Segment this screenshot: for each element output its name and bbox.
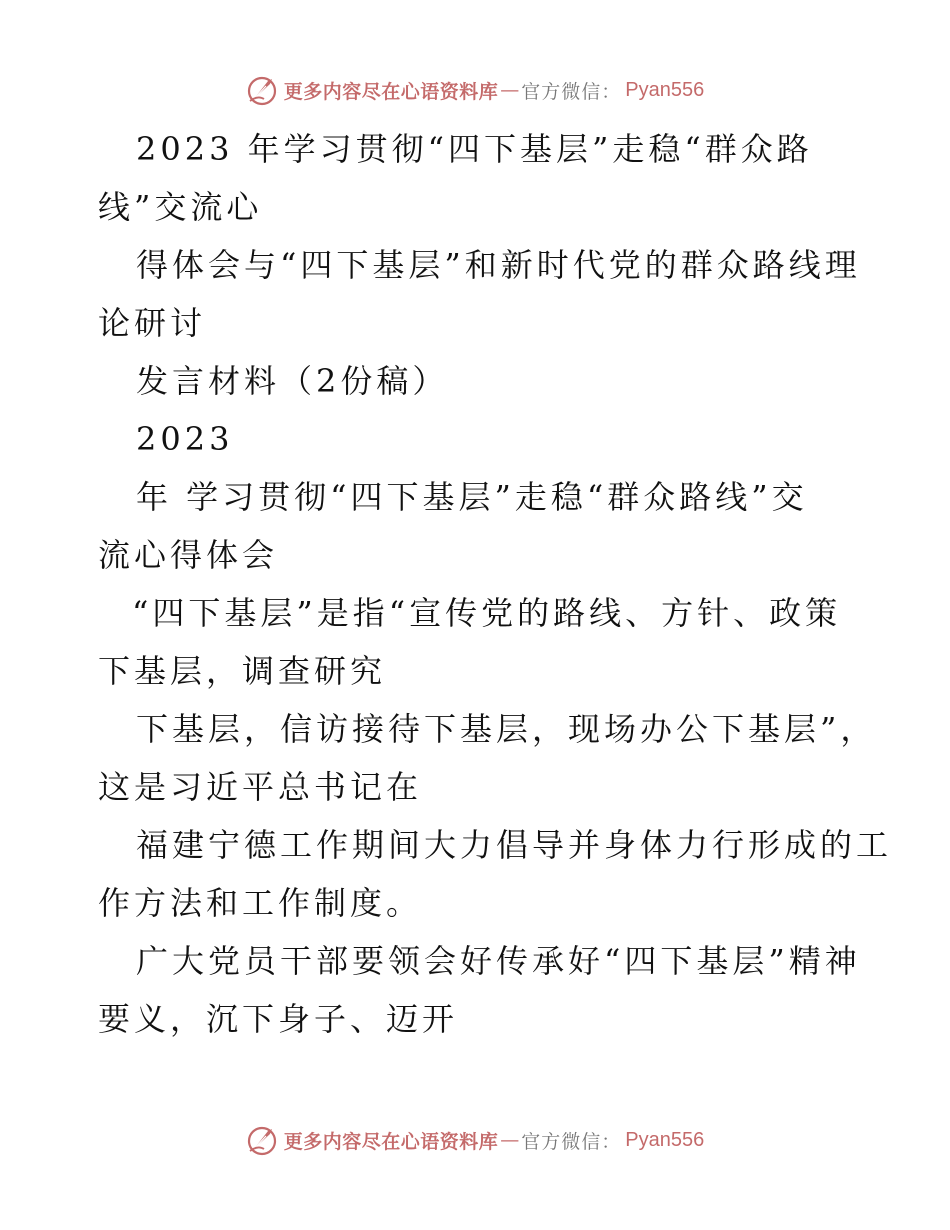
wechat-label: 官方微信： [521, 80, 622, 103]
wechat-label: 官方微信： [521, 1130, 622, 1153]
text-line: 下基层，调查研究 [98, 652, 387, 690]
wechat-id: Pyan556 [625, 1128, 705, 1151]
text-line: 发言材料（2份稿） [136, 362, 449, 400]
banner-dash: — [500, 1129, 520, 1151]
footer-watermark-banner [0, 1120, 950, 1160]
text-line: 福建宁德工作期间大力倡导并身体力行形成的工 [136, 826, 893, 864]
document-body [98, 120, 893, 1048]
text-line: 作方法和工作制度。 [98, 884, 423, 922]
text-line: 下基层，信访接待下基层，现场办公下基层”， [136, 710, 877, 748]
site-name: 更多内容尽在心语资料库 [283, 1130, 499, 1153]
text-line: 得体会与“四下基层”和新时代党的群众路线理 [136, 246, 861, 284]
quill-logo-icon [246, 73, 280, 107]
text-line: “四下基层”是指“宣传党的路线、方针、政策 [132, 594, 842, 632]
text-line: 这是习近平总书记在 [98, 768, 423, 806]
text-line: 要义，沉下身子、迈开 [98, 1000, 459, 1038]
banner-dash: — [500, 79, 520, 101]
text-line: 2023 年学习贯彻“四下基层”走稳“群众路 [136, 130, 813, 168]
wechat-id: Pyan556 [625, 78, 705, 101]
quill-logo-icon [246, 1123, 280, 1157]
text-line: 2023 [136, 420, 234, 458]
text-line: 广大党员干部要领会好传承好“四下基层”精神 [136, 942, 861, 980]
text-line: 年 学习贯彻“四下基层”走稳“群众路线”交 [136, 478, 808, 516]
text-line: 流心得体会 [98, 536, 279, 574]
site-name: 更多内容尽在心语资料库 [283, 80, 499, 103]
text-line: 线”交流心 [98, 188, 263, 226]
header-watermark-banner [0, 70, 950, 110]
text-line: 论研讨 [98, 304, 207, 342]
